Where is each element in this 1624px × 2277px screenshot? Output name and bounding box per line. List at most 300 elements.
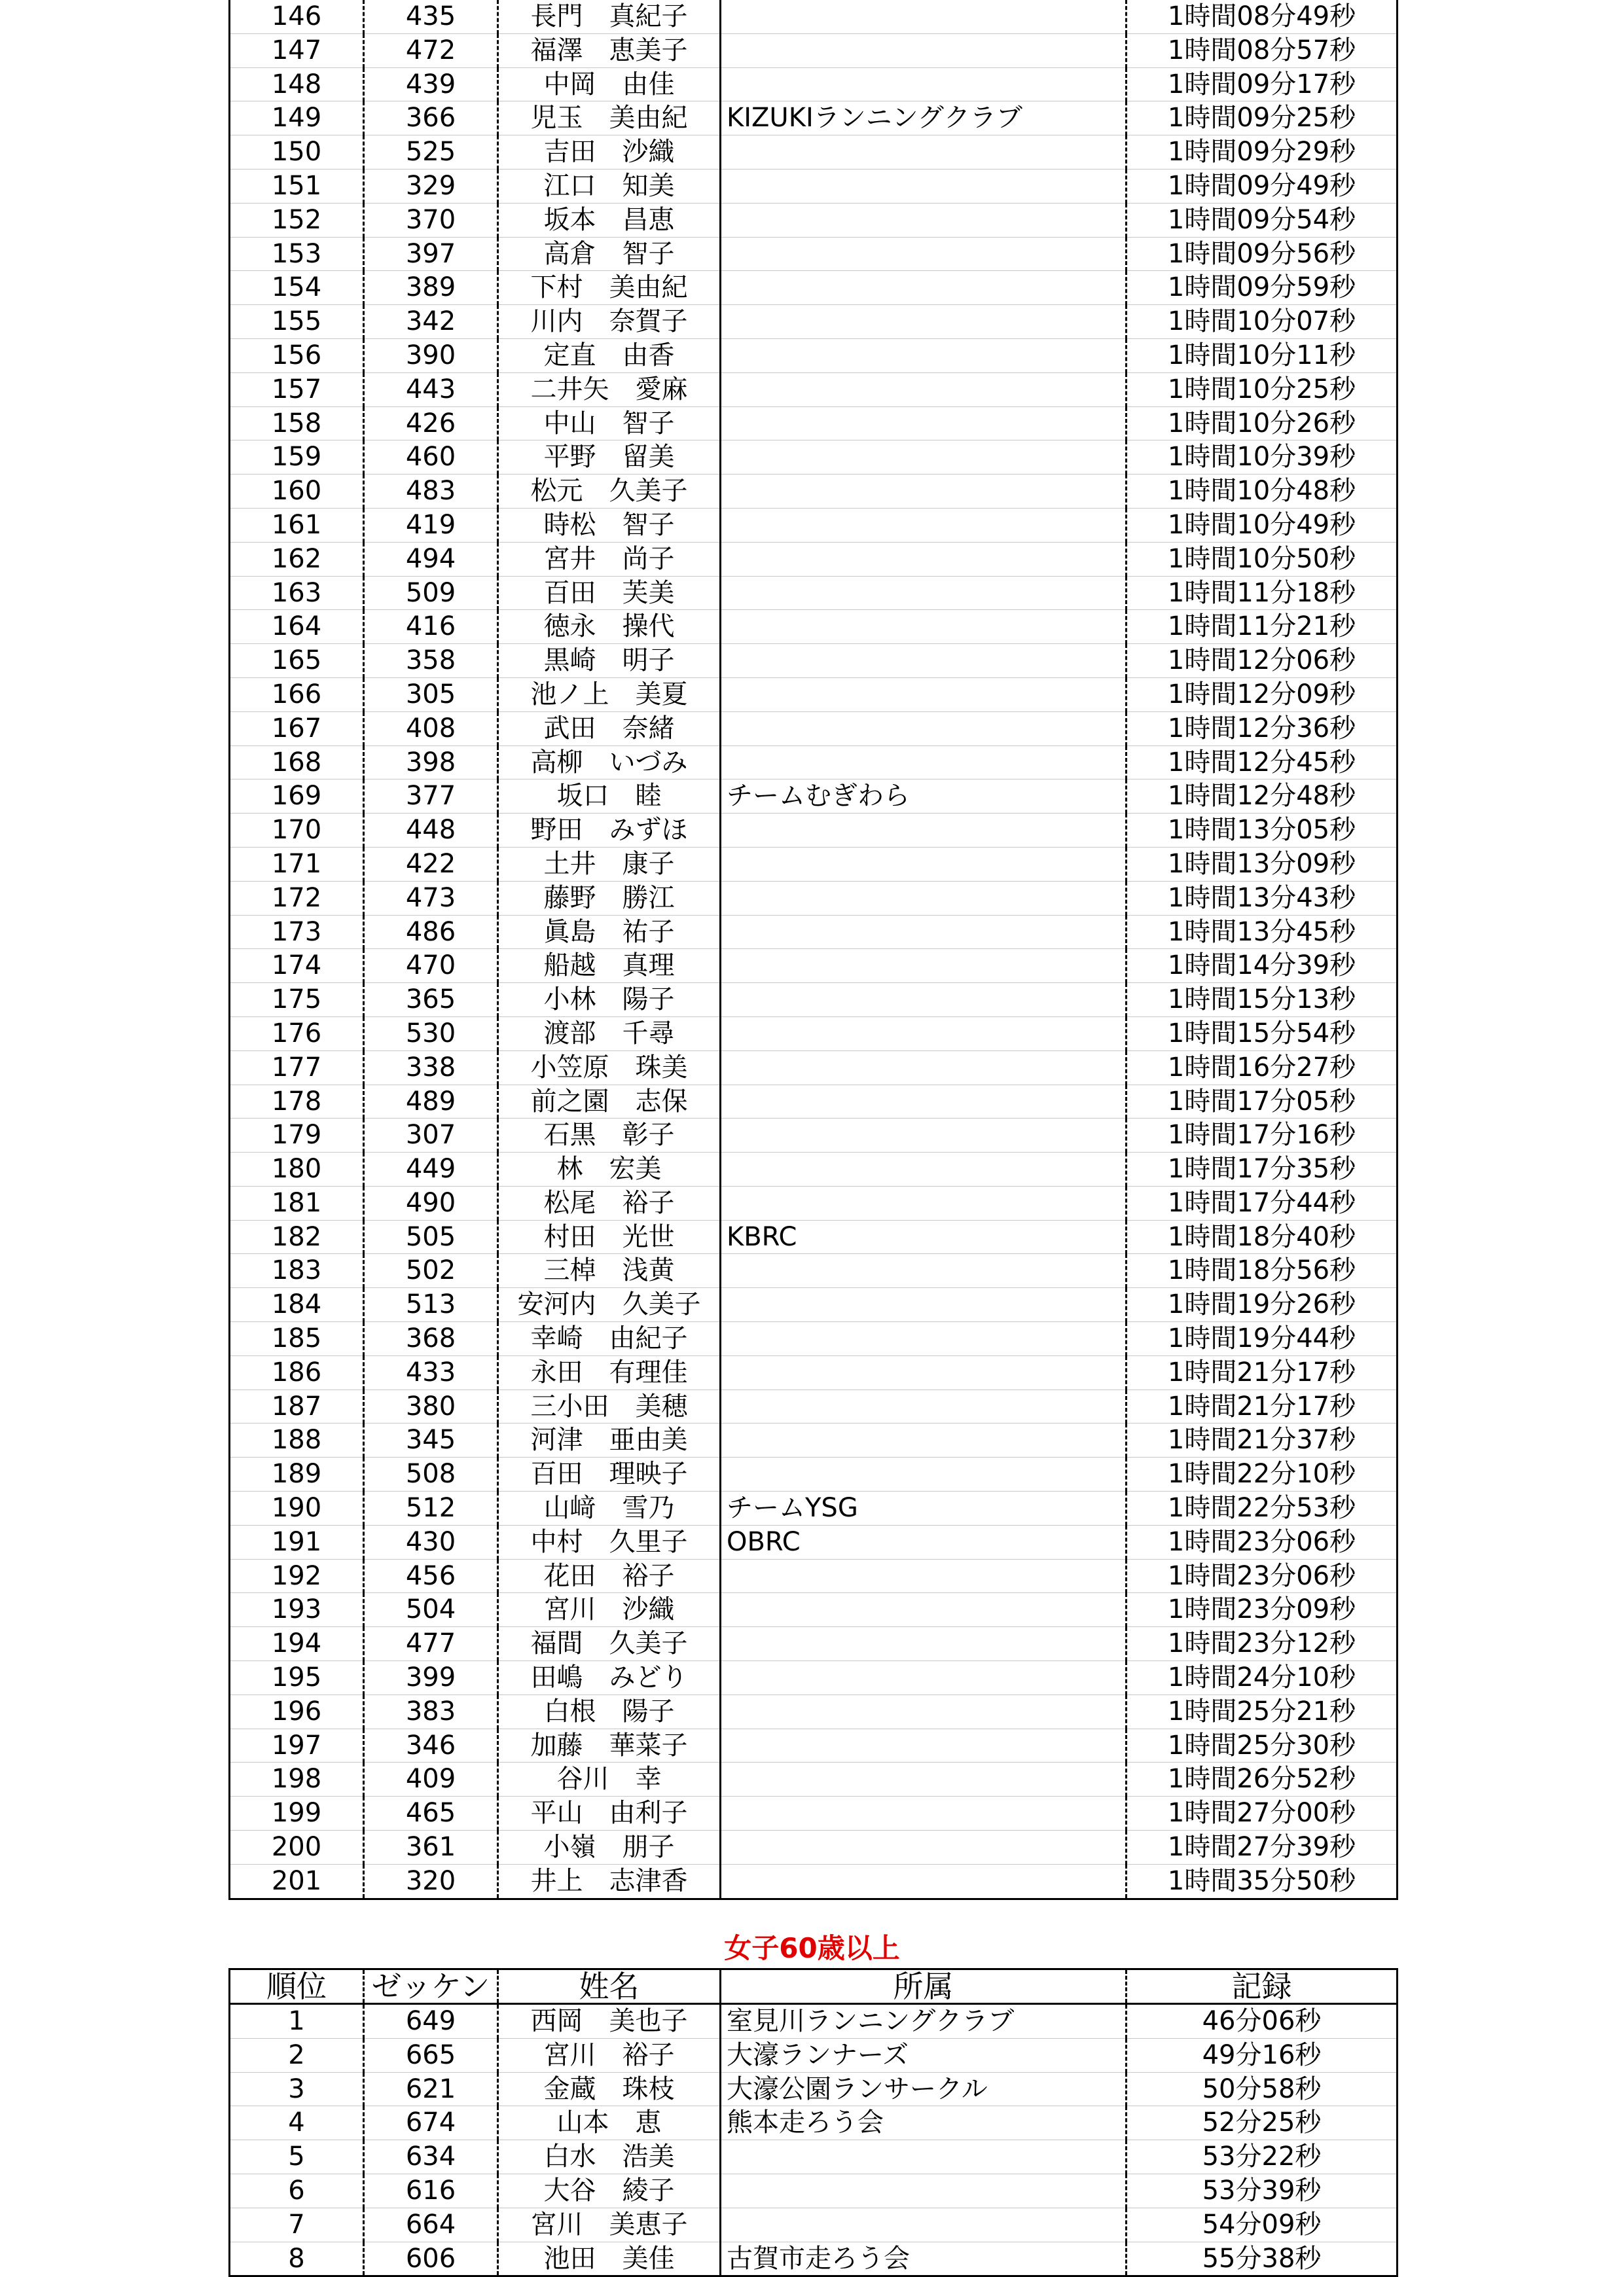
results-table-body <box>230 2004 1398 2276</box>
club-cell <box>721 1050 1127 1085</box>
club-cell <box>721 1288 1127 1322</box>
time-cell: 1時間11分18秒 <box>1127 576 1398 610</box>
club-cell <box>721 475 1127 509</box>
rank-cell: 173 <box>230 915 364 949</box>
table-row <box>230 915 1398 949</box>
rank-cell: 146 <box>230 0 364 33</box>
bib-cell: 416 <box>364 610 498 644</box>
table-row <box>230 1492 1398 1526</box>
bib-cell: 448 <box>364 814 498 848</box>
rank-cell: 183 <box>230 1254 364 1288</box>
name-cell: 村田 光世 <box>498 1220 721 1254</box>
name-cell: 平山 由利子 <box>498 1797 721 1831</box>
club-cell <box>721 915 1127 949</box>
bib-cell: 409 <box>364 1763 498 1797</box>
club-cell <box>721 644 1127 678</box>
name-cell: 前之園 志保 <box>498 1085 721 1119</box>
rank-cell: 147 <box>230 33 364 67</box>
time-cell: 1時間25分21秒 <box>1127 1694 1398 1729</box>
table-row <box>230 271 1398 305</box>
time-cell: 1時間08分49秒 <box>1127 0 1398 33</box>
table-row <box>230 305 1398 339</box>
bib-cell: 502 <box>364 1254 498 1288</box>
table-row <box>230 1153 1398 1187</box>
table-row <box>230 542 1398 576</box>
club-cell <box>721 1322 1127 1356</box>
bib-cell: 433 <box>364 1355 498 1390</box>
bib-cell: 370 <box>364 203 498 237</box>
name-cell: 松元 久美子 <box>498 475 721 509</box>
bib-cell: 473 <box>364 881 498 915</box>
club-cell <box>721 1153 1127 1187</box>
bib-cell: 361 <box>364 1831 498 1865</box>
name-cell: 永田 有理佳 <box>498 1355 721 1390</box>
table-row <box>230 949 1398 983</box>
rank-cell: 6 <box>230 2174 364 2208</box>
club-cell <box>721 1355 1127 1390</box>
club-cell <box>721 1864 1127 1899</box>
time-cell: 1時間18分56秒 <box>1127 1254 1398 1288</box>
club-cell: 大濠公園ランサークル <box>721 2072 1127 2106</box>
table-row <box>230 2208 1398 2242</box>
table-row <box>230 1458 1398 1492</box>
rank-cell: 194 <box>230 1627 364 1661</box>
rank-cell: 156 <box>230 338 364 372</box>
table-row <box>230 1661 1398 1695</box>
table-row <box>230 1220 1398 1254</box>
bib-cell: 665 <box>364 2038 498 2072</box>
name-cell: 田嶋 みどり <box>498 1661 721 1695</box>
bib-cell: 439 <box>364 67 498 101</box>
rank-cell: 152 <box>230 203 364 237</box>
time-cell: 1時間09分17秒 <box>1127 67 1398 101</box>
name-cell: 幸崎 由紀子 <box>498 1322 721 1356</box>
name-cell: 渡部 千尋 <box>498 1016 721 1050</box>
club-cell <box>721 237 1127 271</box>
bib-cell: 422 <box>364 847 498 881</box>
club-cell <box>721 1729 1127 1763</box>
bib-cell: 398 <box>364 745 498 780</box>
table-row <box>230 814 1398 848</box>
time-cell: 1時間10分07秒 <box>1127 305 1398 339</box>
time-cell: 53分22秒 <box>1127 2140 1398 2174</box>
rank-cell: 177 <box>230 1050 364 1085</box>
time-cell: 1時間22分53秒 <box>1127 1492 1398 1526</box>
time-cell: 1時間13分05秒 <box>1127 814 1398 848</box>
bib-cell: 477 <box>364 1627 498 1661</box>
bib-cell: 449 <box>364 1153 498 1187</box>
time-cell: 1時間18分40秒 <box>1127 1220 1398 1254</box>
time-cell: 1時間12分36秒 <box>1127 711 1398 745</box>
table-row <box>230 2004 1398 2039</box>
rank-cell: 182 <box>230 1220 364 1254</box>
table-row <box>230 1559 1398 1593</box>
time-cell: 1時間10分11秒 <box>1127 338 1398 372</box>
time-cell: 46分06秒 <box>1127 2004 1398 2039</box>
club-cell <box>721 1831 1127 1865</box>
club-cell <box>721 2208 1127 2242</box>
table-row <box>230 440 1398 475</box>
time-cell: 49分16秒 <box>1127 2038 1398 2072</box>
time-cell: 1時間26分52秒 <box>1127 1763 1398 1797</box>
name-cell: 小嶺 朋子 <box>498 1831 721 1865</box>
name-cell: 井上 志津香 <box>498 1864 721 1899</box>
time-cell: 1時間19分26秒 <box>1127 1288 1398 1322</box>
rank-cell: 172 <box>230 881 364 915</box>
name-cell: 小林 陽子 <box>498 983 721 1017</box>
name-cell: 川内 奈賀子 <box>498 305 721 339</box>
rank-cell: 162 <box>230 542 364 576</box>
table-row <box>230 203 1398 237</box>
bib-cell: 494 <box>364 542 498 576</box>
club-cell <box>721 677 1127 711</box>
name-cell: 山﨑 雪乃 <box>498 1492 721 1526</box>
club-cell: KBRC <box>721 1220 1127 1254</box>
rank-cell: 148 <box>230 67 364 101</box>
time-cell: 1時間15分54秒 <box>1127 1016 1398 1050</box>
table-row <box>230 2072 1398 2106</box>
rank-cell: 184 <box>230 1288 364 1322</box>
time-cell: 1時間23分09秒 <box>1127 1593 1398 1627</box>
rank-cell: 198 <box>230 1763 364 1797</box>
rank-cell: 197 <box>230 1729 364 1763</box>
table-row <box>230 2038 1398 2072</box>
time-cell: 1時間23分06秒 <box>1127 1525 1398 1559</box>
club-cell: 大濠ランナーズ <box>721 2038 1127 2072</box>
bib-cell: 307 <box>364 1119 498 1153</box>
table-row <box>230 711 1398 745</box>
club-cell <box>721 542 1127 576</box>
time-cell: 1時間17分35秒 <box>1127 1153 1398 1187</box>
time-cell: 1時間10分48秒 <box>1127 475 1398 509</box>
table-row <box>230 1694 1398 1729</box>
name-cell: 山本 恵 <box>498 2106 721 2140</box>
table-row <box>230 508 1398 542</box>
club-cell <box>721 814 1127 848</box>
club-cell <box>721 1186 1127 1220</box>
bib-cell: 345 <box>364 1424 498 1458</box>
time-cell: 1時間13分45秒 <box>1127 915 1398 949</box>
bib-cell: 460 <box>364 440 498 475</box>
bib-cell: 389 <box>364 271 498 305</box>
name-cell: 大谷 綾子 <box>498 2174 721 2208</box>
time-cell: 1時間21分17秒 <box>1127 1390 1398 1424</box>
bib-cell: 472 <box>364 33 498 67</box>
name-cell: 池田 美佳 <box>498 2242 721 2276</box>
bib-cell: 513 <box>364 1288 498 1322</box>
table-row <box>230 1322 1398 1356</box>
name-cell: 宮川 沙織 <box>498 1593 721 1627</box>
rank-cell: 3 <box>230 2072 364 2106</box>
rank-cell: 179 <box>230 1119 364 1153</box>
time-cell: 1時間19分44秒 <box>1127 1322 1398 1356</box>
bib-cell: 606 <box>364 2242 498 2276</box>
rank-cell: 164 <box>230 610 364 644</box>
rank-cell: 157 <box>230 372 364 406</box>
club-cell <box>721 1763 1127 1797</box>
bib-cell: 419 <box>364 508 498 542</box>
time-cell: 53分39秒 <box>1127 2174 1398 2208</box>
bib-cell: 490 <box>364 1186 498 1220</box>
time-cell: 1時間15分13秒 <box>1127 983 1398 1017</box>
name-cell: 宮井 尚子 <box>498 542 721 576</box>
rank-cell: 159 <box>230 440 364 475</box>
club-cell: 古賀市走ろう会 <box>721 2242 1127 2276</box>
rank-cell: 191 <box>230 1525 364 1559</box>
time-cell: 1時間16分27秒 <box>1127 1050 1398 1085</box>
table-row <box>230 1119 1398 1153</box>
table-row <box>230 1593 1398 1627</box>
club-cell <box>721 949 1127 983</box>
bib-cell: 430 <box>364 1525 498 1559</box>
bib-cell: 486 <box>364 915 498 949</box>
club-cell <box>721 1424 1127 1458</box>
time-cell: 1時間25分30秒 <box>1127 1729 1398 1763</box>
rank-cell: 168 <box>230 745 364 780</box>
time-cell: 55分38秒 <box>1202 2243 1322 2274</box>
time-cell: 1時間10分49秒 <box>1127 508 1398 542</box>
rank-cell: 154 <box>230 271 364 305</box>
club-cell: チームYSG <box>721 1492 1127 1526</box>
table-row <box>230 338 1398 372</box>
rank-cell: 192 <box>230 1559 364 1593</box>
table-row <box>230 780 1398 814</box>
name-cell: 白根 陽子 <box>498 1694 721 1729</box>
bib-cell: 397 <box>364 237 498 271</box>
rank-cell: 167 <box>230 711 364 745</box>
time-cell: 1時間23分06秒 <box>1127 1559 1398 1593</box>
time-cell: 1時間09分59秒 <box>1127 271 1398 305</box>
club-cell <box>721 0 1127 33</box>
table-row <box>230 1729 1398 1763</box>
name-cell: 高柳 いづみ <box>498 745 721 780</box>
table-row <box>230 475 1398 509</box>
table-row <box>230 847 1398 881</box>
bib-cell: 346 <box>364 1729 498 1763</box>
club-cell <box>721 983 1127 1017</box>
rank-cell: 196 <box>230 1694 364 1729</box>
table-header-row <box>230 1969 1398 2004</box>
bib-cell: 504 <box>364 1593 498 1627</box>
time-cell: 50分58秒 <box>1127 2072 1398 2106</box>
club-cell <box>721 169 1127 203</box>
name-cell: 中村 久里子 <box>498 1525 721 1559</box>
rank-cell: 1 <box>230 2004 364 2039</box>
header-bib: ゼッケン <box>364 1969 498 2004</box>
time-cell: 1時間12分09秒 <box>1127 677 1398 711</box>
club-cell <box>721 271 1127 305</box>
rank-cell: 188 <box>230 1424 364 1458</box>
rank-cell: 199 <box>230 1797 364 1831</box>
bib-cell: 399 <box>364 1661 498 1695</box>
rank-cell: 174 <box>230 949 364 983</box>
bib-cell: 329 <box>364 169 498 203</box>
club-cell: OBRC <box>721 1525 1127 1559</box>
time-cell: 52分25秒 <box>1127 2106 1398 2140</box>
name-cell: 加藤 華菜子 <box>498 1729 721 1763</box>
name-cell: 福澤 恵美子 <box>498 33 721 67</box>
bib-cell: 408 <box>364 711 498 745</box>
table-row <box>230 169 1398 203</box>
bib-cell: 509 <box>364 576 498 610</box>
table-row <box>230 1797 1398 1831</box>
name-cell: 宮川 美恵子 <box>498 2208 721 2242</box>
bib-cell: 380 <box>364 1390 498 1424</box>
club-cell <box>721 1458 1127 1492</box>
club-cell: 熊本走ろう会 <box>721 2106 1127 2140</box>
table-row <box>230 983 1398 1017</box>
bib-cell: 530 <box>364 1016 498 1050</box>
bib-cell: 426 <box>364 406 498 440</box>
bib-cell: 365 <box>364 983 498 1017</box>
club-cell <box>721 406 1127 440</box>
table-row <box>230 2242 1398 2276</box>
section-title-women-60: 女子60歳以上 <box>724 1932 900 1964</box>
bib-cell: 649 <box>364 2004 498 2039</box>
time-cell: 1時間35分50秒 <box>1167 1865 1356 1896</box>
time-cell: 1時間12分06秒 <box>1127 644 1398 678</box>
rank-cell: 181 <box>230 1186 364 1220</box>
table-row <box>230 372 1398 406</box>
time-cell: 1時間09分25秒 <box>1127 101 1398 135</box>
time-cell: 1時間14分39秒 <box>1127 949 1398 983</box>
bib-cell: 305 <box>364 677 498 711</box>
bib-cell: 616 <box>364 2174 498 2208</box>
table-row <box>230 644 1398 678</box>
table-row <box>230 677 1398 711</box>
club-cell: 室見川ランニングクラブ <box>721 2004 1127 2039</box>
name-cell: 吉田 沙織 <box>498 135 721 170</box>
rank-cell: 155 <box>230 305 364 339</box>
bib-cell: 489 <box>364 1085 498 1119</box>
bib-cell: 443 <box>364 372 498 406</box>
club-cell <box>721 1559 1127 1593</box>
bib-cell: 435 <box>364 0 498 33</box>
club-cell <box>721 203 1127 237</box>
table-row <box>230 406 1398 440</box>
name-cell: 藤野 勝江 <box>498 881 721 915</box>
club-cell <box>721 440 1127 475</box>
club-cell <box>721 305 1127 339</box>
club-cell <box>721 610 1127 644</box>
rank-cell: 200 <box>230 1831 364 1865</box>
name-cell: 三小田 美穂 <box>498 1390 721 1424</box>
bib-cell: 470 <box>364 949 498 983</box>
rank-cell: 158 <box>230 406 364 440</box>
club-cell <box>721 2140 1127 2174</box>
rank-cell: 169 <box>230 780 364 814</box>
bib-cell: 634 <box>364 2140 498 2174</box>
rank-cell: 161 <box>230 508 364 542</box>
bib-cell: 383 <box>364 1694 498 1729</box>
club-cell <box>721 1694 1127 1729</box>
club-cell <box>721 1119 1127 1153</box>
table-row <box>230 1355 1398 1390</box>
table-row <box>230 881 1398 915</box>
club-cell <box>721 847 1127 881</box>
name-cell: 三棹 浅黄 <box>498 1254 721 1288</box>
bib-cell: 366 <box>364 101 498 135</box>
name-cell: 百田 理映子 <box>498 1458 721 1492</box>
time-cell: 1時間10分25秒 <box>1127 372 1398 406</box>
rank-cell: 185 <box>230 1322 364 1356</box>
bib-cell: 342 <box>364 305 498 339</box>
name-cell: 松尾 裕子 <box>498 1186 721 1220</box>
time-cell: 1時間27分00秒 <box>1127 1797 1398 1831</box>
bib-cell: 368 <box>364 1322 498 1356</box>
rank-cell: 176 <box>230 1016 364 1050</box>
time-cell: 1時間12分48秒 <box>1127 780 1398 814</box>
rank-cell: 178 <box>230 1085 364 1119</box>
rank-cell: 149 <box>230 101 364 135</box>
club-cell <box>721 1627 1127 1661</box>
rank-cell: 150 <box>230 135 364 170</box>
rank-cell: 153 <box>230 237 364 271</box>
rank-cell: 8 <box>230 2242 364 2276</box>
name-cell: 土井 康子 <box>498 847 721 881</box>
name-cell: 二井矢 愛麻 <box>498 372 721 406</box>
table-row <box>230 67 1398 101</box>
time-cell: 1時間21分37秒 <box>1127 1424 1398 1458</box>
rank-cell: 151 <box>230 169 364 203</box>
rank-cell: 7 <box>230 2208 364 2242</box>
table-row <box>230 237 1398 271</box>
name-cell: 江口 知美 <box>498 169 721 203</box>
name-cell: 中山 智子 <box>498 406 721 440</box>
name-cell: 坂口 睦 <box>498 780 721 814</box>
table-row <box>230 1763 1398 1797</box>
rank-cell: 171 <box>230 847 364 881</box>
table-row <box>230 1050 1398 1085</box>
name-cell: 福間 久美子 <box>498 1627 721 1661</box>
bib-cell: 377 <box>364 780 498 814</box>
bib-cell: 320 <box>364 1864 498 1899</box>
bib-cell: 456 <box>364 1559 498 1593</box>
bib-cell: 508 <box>364 1458 498 1492</box>
time-cell: 1時間10分26秒 <box>1127 406 1398 440</box>
time-cell: 1時間22分10秒 <box>1127 1458 1398 1492</box>
results-table-continued <box>228 0 1398 1900</box>
bib-cell: 358 <box>364 644 498 678</box>
bib-cell: 338 <box>364 1050 498 1085</box>
table-row <box>230 1831 1398 1865</box>
rank-cell: 5 <box>230 2140 364 2174</box>
name-cell: 高倉 智子 <box>498 237 721 271</box>
name-cell: 金蔵 珠枝 <box>498 2072 721 2106</box>
bib-cell: 483 <box>364 475 498 509</box>
time-cell: 1時間13分43秒 <box>1127 881 1398 915</box>
name-cell: 野田 みずほ <box>498 814 721 848</box>
table-row <box>230 101 1398 135</box>
name-cell: 石黒 彰子 <box>498 1119 721 1153</box>
header-club: 所属 <box>721 1969 1127 2004</box>
rank-cell: 186 <box>230 1355 364 1390</box>
rank-cell: 187 <box>230 1390 364 1424</box>
bib-cell: 390 <box>364 338 498 372</box>
club-cell <box>721 881 1127 915</box>
bib-cell: 512 <box>364 1492 498 1526</box>
table-row <box>230 33 1398 67</box>
club-cell <box>721 1254 1127 1288</box>
rank-cell: 180 <box>230 1153 364 1187</box>
time-cell: 1時間11分21秒 <box>1127 610 1398 644</box>
table-row <box>230 610 1398 644</box>
table-row <box>230 135 1398 170</box>
results-table-body <box>230 0 1398 1899</box>
club-cell <box>721 1085 1127 1119</box>
name-cell: 河津 亜由美 <box>498 1424 721 1458</box>
table-row <box>230 1288 1398 1322</box>
